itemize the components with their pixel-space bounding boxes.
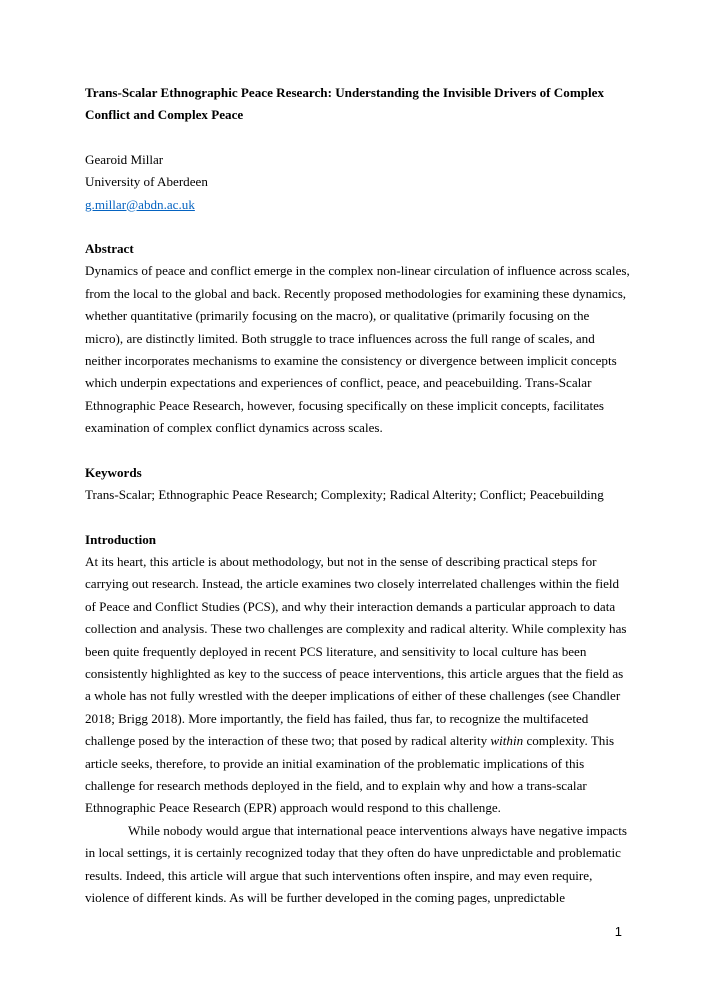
introduction-heading: Introduction — [85, 531, 157, 547]
intro-p1-italic-word: within — [490, 733, 524, 749]
introduction-paragraph-1 — [85, 551, 630, 820]
author-name: Gearoid Millar — [85, 151, 164, 167]
abstract-text: Dynamics of peace and conflict emerge in the complex non-linear circulation of influence across scales, from the local to the global and back. Recently proposed methodologies for examining these dynamics, whether quantitative (primarily focusing on the macro), or qualitative (primarily focusing on the micro), are distinctly limited. Both struggle to trace influences across the full range of scales, and neither incorporates mechanisms to examine the consistency or divergence between implicit concepts which underpin expectations and experiences of conflict, peace, and peacebuilding. Trans-Scalar Ethnographic Peace Research, however, focusing specifically on these implicit concepts, facilitates examination of complex conflict dynamics across scales. — [85, 263, 630, 436]
keywords-heading: Keywords — [85, 464, 142, 480]
intro-p1-text-start: At its heart, this article is about methodology, but not in the sense of describing practical steps for carrying out research. Instead, the article examines two closely interrelated challenges within the field of Peace and Conflict Studies (PCS), and why their interaction demands a particular approach to data collection and analysis. These two challenges are complexity and radical alterity. While complexity has been quite frequently deployed in recent PCS literature, and sensitivity to local culture has been consistently highlighted as key to the success of peace interventions, this article argues that the field as a whole has not fully wrestled with the deeper implications of either of these challenges (see Chandler 2018; Brigg 2018). More importantly, the field has failed, thus far, to recognize the multifaceted challenge posed by the interaction of these two; that posed by radical alterity — [85, 553, 627, 749]
author-affiliation: University of Aberdeen — [85, 174, 208, 190]
page-content — [85, 82, 630, 909]
author-block — [85, 149, 630, 216]
paper-title: Trans-Scalar Ethnographic Peace Research: Understanding the Invisible Drivers of Complex Conflict and Complex Peace — [85, 85, 604, 123]
author-email-link[interactable]: g.millar@abdn.ac.uk — [85, 196, 195, 212]
page-number: 1 — [614, 924, 622, 939]
intro-p1-text-end: complexity. This article seeks, therefore, to provide an initial examination of the problematic implications of this challenge for research methods deployed in the field, and to explain why and how a trans-scalar Ethnographic Peace Research (EPR) approach would respond to this challenge. — [85, 733, 615, 816]
abstract-heading: Abstract — [85, 241, 134, 257]
introduction-paragraph-2: While nobody would argue that international peace interventions always have negative impacts in local settings, it is certainly recognized today that they often do have unpredictable and problematic results. Indeed, this article will argue that such interventions often inspire, and may even require, violence of different kinds. As will be further developed in the coming pages, unpredictable — [85, 822, 627, 905]
keywords-text: Trans-Scalar; Ethnographic Peace Research; Complexity; Radical Alterity; Conflict; Peacebuilding — [85, 487, 604, 503]
